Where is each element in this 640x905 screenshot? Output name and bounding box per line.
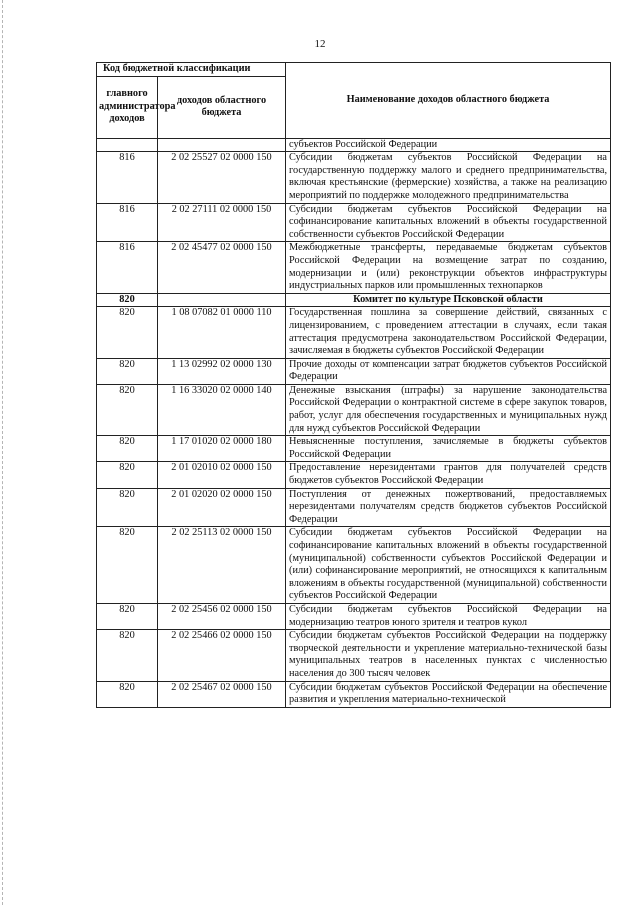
cell-revenue-name: Субсидии бюджетам субъектов Российской Федерации на софинансирование капитальных вложений в объекты государственной собственности субъектов Российской Федерации [286, 203, 611, 242]
table-row [97, 630, 611, 681]
cell-revenue-name: Денежные взыскания (штрафы) за нарушение законодательства Российской Федерации о контрактной системе в сфере закупок товаров, работ, услуг для обеспечения государственных и муниципальных нужд для нужд субъектов Российской Федерации [286, 384, 611, 435]
cell-admin-code: 820 [97, 462, 158, 488]
cell-revenue-code [158, 138, 286, 152]
cell-admin-code: 820 [97, 603, 158, 629]
table-row [97, 203, 611, 242]
cell-revenue-code: 1 08 07082 01 0000 110 [158, 307, 286, 358]
cell-admin-code [97, 138, 158, 152]
cell-admin-code: 820 [97, 384, 158, 435]
table-row [97, 307, 611, 358]
cell-revenue-code: 2 02 27111 02 0000 150 [158, 203, 286, 242]
cell-revenue-code: 2 02 25466 02 0000 150 [158, 630, 286, 681]
table-row [97, 603, 611, 629]
cell-revenue-name: Субсидии бюджетам субъектов Российской Федерации на модернизацию театров юного зрителя и театров кукол [286, 603, 611, 629]
header-budget-classification-code: Код бюджетной классификации [97, 63, 286, 77]
cell-admin-code: 816 [97, 242, 158, 293]
cell-admin-code: 820 [97, 527, 158, 604]
table-header-row-group [97, 63, 611, 77]
cell-revenue-name: Субсидии бюджетам субъектов Российской Федерации на софинансирование капитальных вложений в объекты государственной (муниципальной) собственности субъектов Российской Федерации и (или) софинансирование мероприятий, не относящихся к капитальным вложениям в объекты государственной (муниципальной) собственности субъектов Российской Федерации [286, 527, 611, 604]
table-row [97, 138, 611, 152]
cell-revenue-name: Невыясненные поступления, зачисляемые в бюджеты субъектов Российской Федерации [286, 436, 611, 462]
cell-admin-code: 820 [97, 681, 158, 707]
cell-revenue-name: Субсидии бюджетам субъектов Российской Федерации на поддержку творческой деятельности и укрепление материально-технической базы муниципальных театров в населенных пунктах с численностью населения до 300 тысяч человек [286, 630, 611, 681]
header-regional-revenue-code: доходов областного бюджета [158, 76, 286, 138]
cell-admin-code: 816 [97, 152, 158, 203]
section-heading-culture-committee: Комитет по культуре Псковской области [286, 293, 611, 307]
cell-revenue-name: Поступления от денежных пожертвований, предоставляемых нерезидентами получателям средств бюджетов субъектов Российской Федерации [286, 488, 611, 527]
cell-admin-code: 820 [97, 307, 158, 358]
header-main-administrator: главного администратора доходов [97, 76, 158, 138]
cell-revenue-code: 2 02 25467 02 0000 150 [158, 681, 286, 707]
table-row [97, 681, 611, 707]
cell-revenue-code: 1 17 01020 02 0000 180 [158, 436, 286, 462]
cell-revenue-code: 2 02 25527 02 0000 150 [158, 152, 286, 203]
table-row [97, 436, 611, 462]
table-row [97, 527, 611, 604]
cell-revenue-name: Субсидии бюджетам субъектов Российской Федерации на обеспечение развития и укрепления материально-технической [286, 681, 611, 707]
cell-revenue-code: 2 02 25113 02 0000 150 [158, 527, 286, 604]
cell-revenue-name: Государственная пошлина за совершение действий, связанных с лицензированием, с проведением аттестации в случаях, если такая аттестация предусмотрена законодательством Российской Федерации, зачисляемая в бюджеты субъектов Российской Федерации [286, 307, 611, 358]
cell-revenue-name: Субсидии бюджетам субъектов Российской Федерации на государственную поддержку малого и среднего предпринимательства, включая крестьянские (фермерские) хозяйства, а также на реализацию мероприятий по поддержке молодежного предпринимательства [286, 152, 611, 203]
table-row-section-heading [97, 293, 611, 307]
cell-admin-code: 820 [97, 358, 158, 384]
cell-revenue-code: 2 02 25456 02 0000 150 [158, 603, 286, 629]
cell-revenue-code [158, 293, 286, 307]
page-number: 12 [314, 38, 326, 50]
cell-revenue-code: 1 16 33020 02 0000 140 [158, 384, 286, 435]
cell-revenue-code: 2 01 02010 02 0000 150 [158, 462, 286, 488]
cell-revenue-code: 1 13 02992 02 0000 130 [158, 358, 286, 384]
table-row [97, 358, 611, 384]
cell-admin-code: 820 [97, 436, 158, 462]
table-row [97, 384, 611, 435]
cell-admin-code: 820 [97, 630, 158, 681]
cell-revenue-name: субъектов Российской Федерации [286, 138, 611, 152]
cell-revenue-name: Предоставление нерезидентами грантов для получателей средств бюджетов субъектов Российской Федерации [286, 462, 611, 488]
cell-admin-code: 820 [97, 293, 158, 307]
cell-revenue-code: 2 01 02020 02 0000 150 [158, 488, 286, 527]
table-row [97, 488, 611, 527]
table-row [97, 242, 611, 293]
scan-edge-line [2, 0, 4, 905]
table-row [97, 462, 611, 488]
cell-revenue-code: 2 02 45477 02 0000 150 [158, 242, 286, 293]
cell-revenue-name: Межбюджетные трансферты, передаваемые бюджетам субъектов Российской Федерации на возмещение затрат по созданию, модернизации и (или) реконструкции объектов инфраструктуры индустриальных парков или промышленных технопарков [286, 242, 611, 293]
cell-revenue-name: Прочие доходы от компенсации затрат бюджетов субъектов Российской Федерации [286, 358, 611, 384]
cell-admin-code: 820 [97, 488, 158, 527]
budget-classification-table [96, 62, 611, 708]
table-row [97, 152, 611, 203]
cell-admin-code: 816 [97, 203, 158, 242]
header-revenue-name: Наименование доходов областного бюджета [286, 63, 611, 139]
